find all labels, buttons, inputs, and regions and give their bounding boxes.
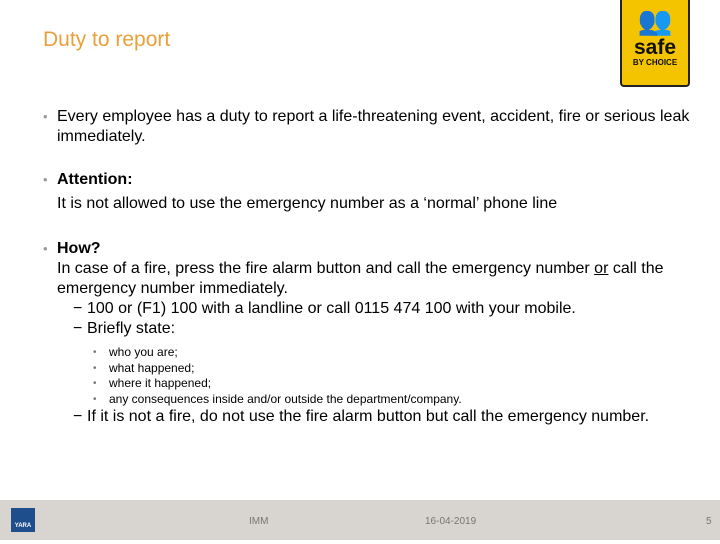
- bullet-duty: • Every employee has a duty to report a life-threatening event, accident, fire or serious leak immediately.: [43, 107, 693, 147]
- yara-logo: YARA: [11, 508, 35, 532]
- sub-item-not-fire-text: If it is not a fire, do not use the fire alarm button but call the emergency number.: [87, 408, 650, 425]
- slide-title: Duty to report: [43, 28, 171, 51]
- bullet-how: [43, 239, 693, 427]
- state-item: • any consequences inside and/or outside the department/company.: [43, 392, 693, 408]
- people-icon: 👥: [637, 5, 673, 36]
- how-text: [57, 260, 664, 297]
- state-item: • who you are;: [43, 345, 693, 361]
- sub-item-number: − 100 or (F1) 100 with a landline or call 0115 474 100 with your mobile.: [73, 300, 576, 317]
- how-text-a: In case of a fire, press the fire alarm button and call the emergency number: [57, 260, 595, 277]
- bullet-attention: [43, 168, 693, 216]
- state-item: • where it happened;: [43, 376, 693, 392]
- footer: [0, 500, 720, 540]
- sub-item-state: − Briefly state:: [73, 320, 176, 337]
- footer-center: IMM: [249, 516, 269, 527]
- attention-heading: Attention:: [57, 171, 133, 188]
- footer-date: 16-04-2019: [425, 516, 477, 527]
- safe-by-choice-logo: [620, 0, 690, 87]
- slide-content: [43, 107, 693, 454]
- page-number: 5: [706, 516, 712, 527]
- how-or: or: [594, 260, 609, 277]
- logo-by-choice-text: BY CHOICE: [632, 58, 678, 67]
- logo-safe-text: safe: [633, 36, 677, 59]
- sub-item-not-fire: − If it is not a fire, do not use the fire alarm button but call the emergency number.: [73, 408, 650, 425]
- state-item: • what happened;: [43, 361, 693, 377]
- attention-text: It is not allowed to use the emergency number as a ‘normal’ phone line: [57, 195, 558, 212]
- how-text-b: call the emergency number immediately.: [57, 260, 664, 297]
- how-heading: How?: [57, 240, 101, 257]
- sub-item-state-text: Briefly state:: [87, 320, 176, 337]
- sub-item-number-text: 100 or (F1) 100 with a landline or call 0115 474 100 with your mobile.: [87, 300, 576, 317]
